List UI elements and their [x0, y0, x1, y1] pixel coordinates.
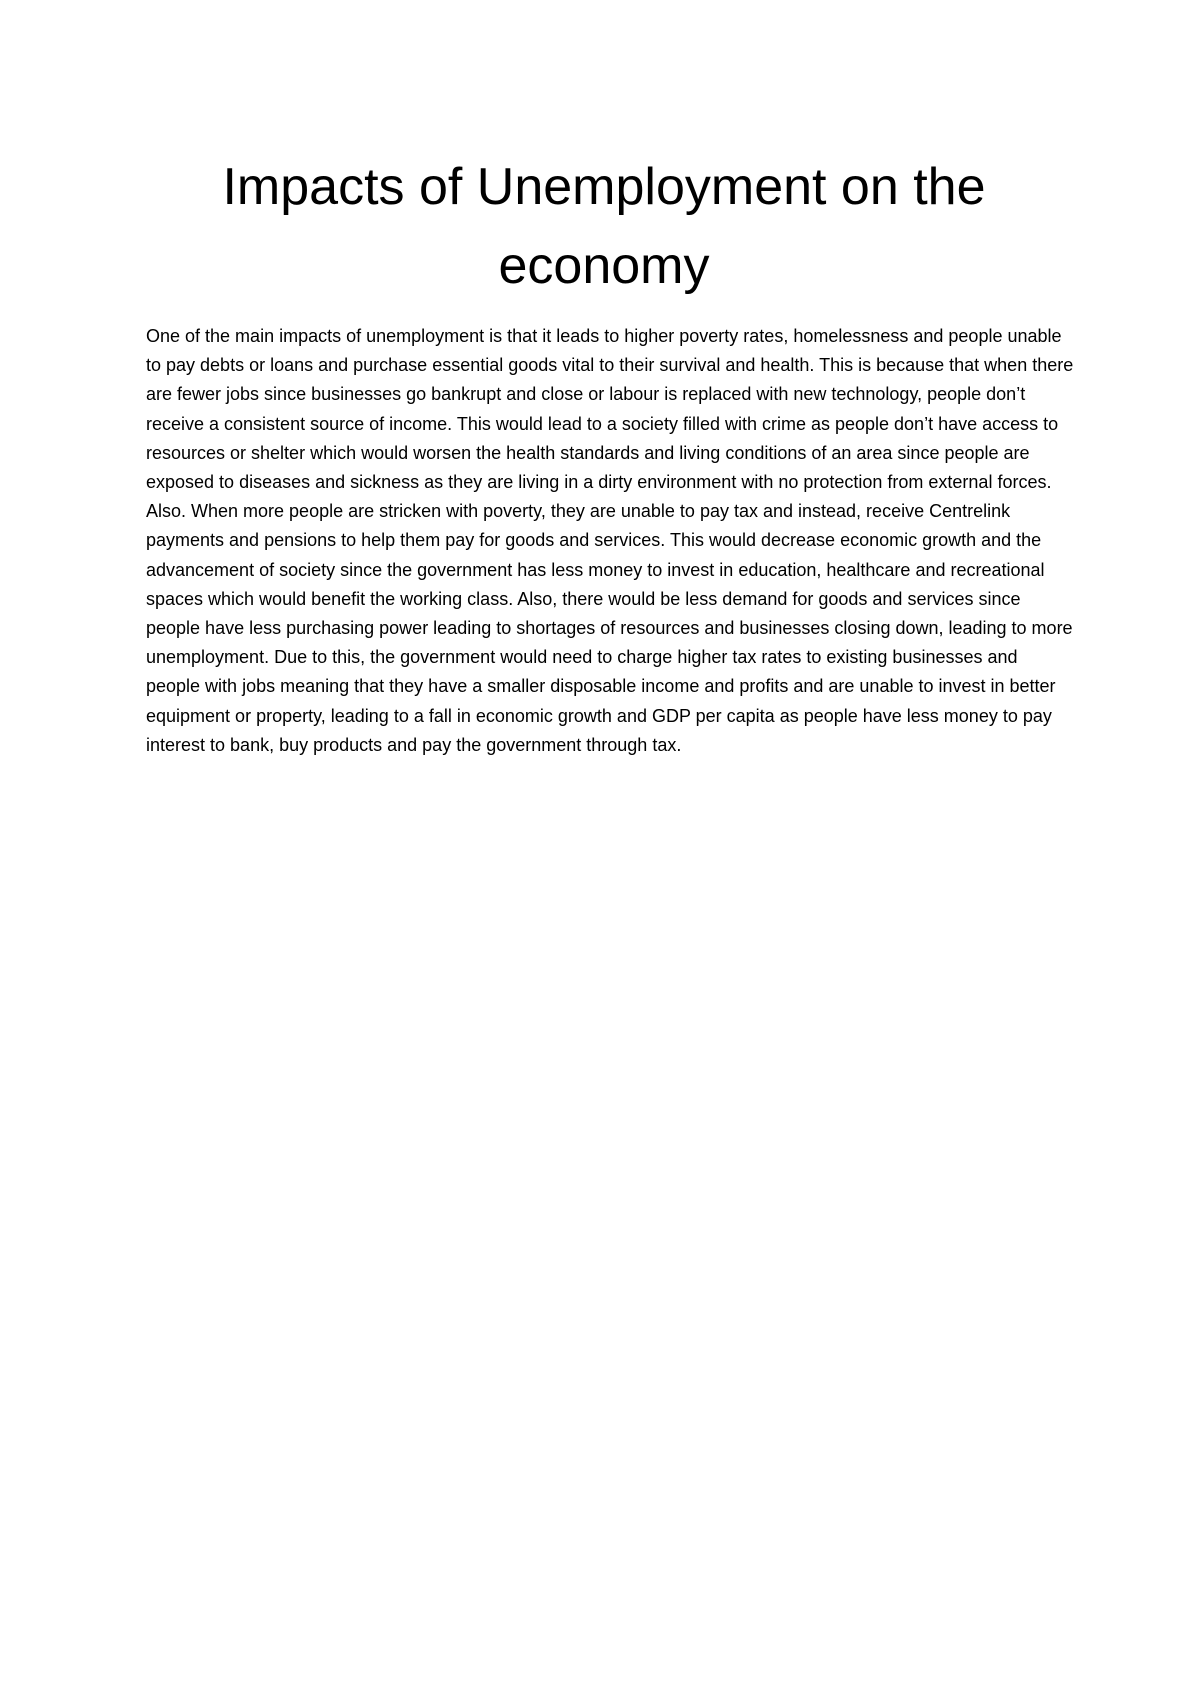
document-title: Impacts of Unemployment on the economy	[222, 158, 986, 295]
body-paragraph: One of the main impacts of unemployment is that it leads to higher poverty rates, homelessness and people unable to pay debts or loans and purchase essential goods vital to their survival and health. This is because that when there are fewer jobs since businesses go bankrupt and close or labour is replaced with new technology, people don’t receive a consistent source of income. This would lead to a society filled with crime as people don’t have access to resources or shelter which would worsen the health standards and living conditions of an area since people are exposed to diseases and sickness as they are living in a dirty environment with no protection from external forces. Also. When more people are stricken with poverty, they are unable to pay tax and instead, receive Centrelink payments and pensions to help them pay for goods and services. This would decrease economic growth and the advancement of society since the government has less money to invest in education, healthcare and recreational spaces which would benefit the working class. Also, there would be less demand for goods and services since people have less purchasing power leading to shortages of resources and businesses closing down, leading to more unemployment. Due to this, the government would need to charge higher tax rates to existing businesses and people with jobs meaning that they have a smaller disposable income and profits and are unable to invest in better equipment or property, leading to a fall in economic growth and GDP per capita as people have less money to pay interest to bank, buy products and pay the government through tax.	[146, 326, 1074, 755]
